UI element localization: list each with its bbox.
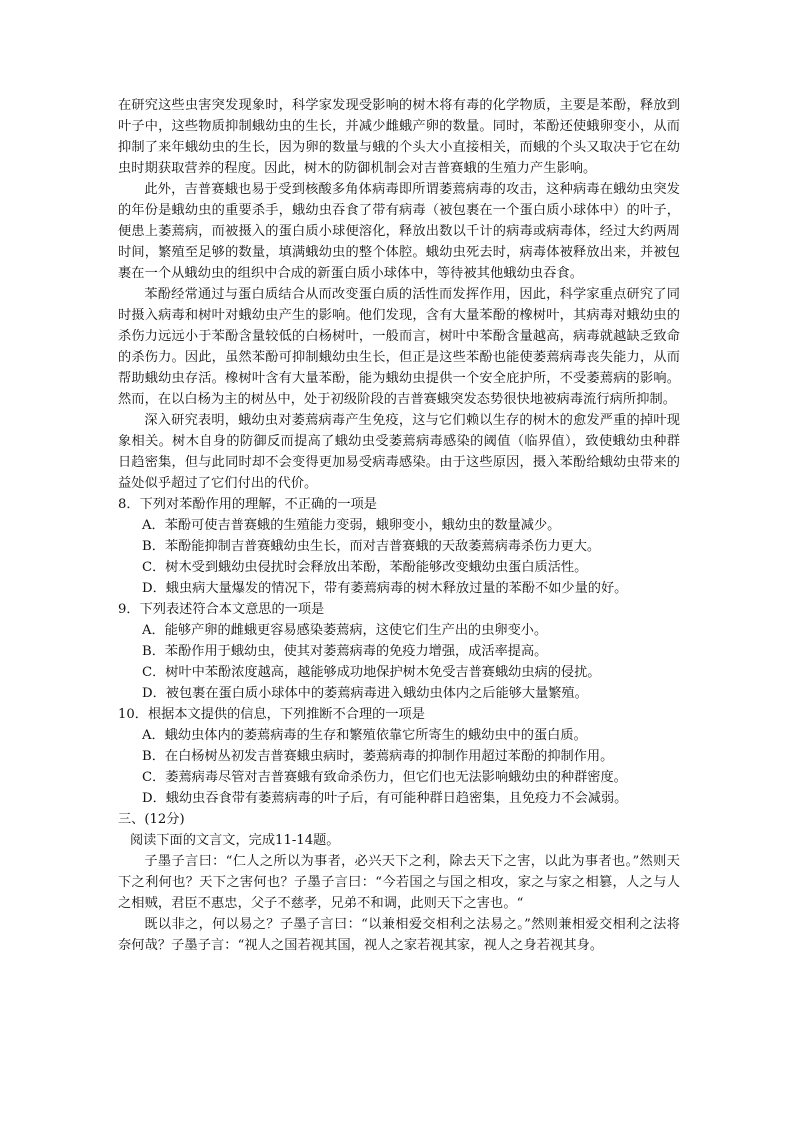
option-c: C．萎蔫病毒尽管对吉普赛蛾有致命杀伤力，但它们也无法影响蛾幼虫的种群密度。 bbox=[142, 770, 627, 785]
passage-paragraph-1: 在研究这些虫害突发现象时，科学家发现受影响的树木将有毒的化学物质，主要是苯酚，释放到叶子中，这些物质抑制蛾幼虫的生长，并减少雌蛾产卵的数量。同时，苯酚还使蛾卵变小，从而抑制了来年蛾幼虫的生长，因为卵的数量与蛾的个头大小直接相关，而蛾的个头又取决于它在幼虫时期获取营养的程度。因此，树木的防御机制会对吉普赛蛾的生殖力产生影响。 bbox=[118, 98, 680, 176]
option-d: D．被包裹在蛋白质小球体中的萎蔫病毒进入蛾幼虫体内之后能够大量繁殖。 bbox=[142, 686, 588, 701]
option-a: A．苯酚可使吉普赛蛾的生殖能力变弱，蛾卵变小，蛾幼虫的数量减少。 bbox=[142, 518, 561, 533]
question-stem: 10．根据本文提供的信息，下列推断不合理的一项是 bbox=[118, 707, 425, 722]
question-9 bbox=[118, 599, 680, 704]
classical-paragraph-1: 子墨子言曰：“仁人之所以为事者，必兴天下之利，除去天下之害，以此为事者也。”然则天下之利何也？天下之害何也？子墨子言曰：“今若国之与国之相攻，家之与家之相篡，人之与人之相贼，君臣不惠忠，父子不慈孝，兄弟不和调，此则天下之害也。“ bbox=[118, 854, 680, 911]
question-stem: 9．下列表述符合本文意思的一项是 bbox=[118, 602, 325, 617]
section-heading: 三、(12分) bbox=[118, 812, 185, 827]
option-b: B．在白杨树丛初发吉普赛蛾虫病时，萎蔫病毒的抑制作用超过苯酚的抑制作用。 bbox=[142, 749, 614, 764]
passage-paragraph-2: 此外，吉普赛蛾也易于受到核酸多角体病毒即所谓萎蔫病毒的攻击，这种病毒在蛾幼虫突发的年份是蛾幼虫的重要杀手，蛾幼虫吞食了带有病毒（被包裹在一个蛋白质小球体中）的叶子，便患上萎蔫病，而被摄入的蛋白质小球便溶化，释放出数以千计的病毒或病毒体，经过大约两周时间，繁殖至足够的数量，填满蛾幼虫的整个体腔。蛾幼虫死去时，病毒体被释放出来，并被包裹在一个从蛾幼虫的组织中合成的新蛋白质小球体中，等待被其他蛾幼虫吞食。 bbox=[118, 182, 680, 281]
classical-paragraph-2: 既以非之，何以易之？子墨子言曰：“以兼相爱交相利之法易之。”然则兼相爱交相利之法将奈何哉？子墨子言：“视人之国若视其国，视人之家若视其家，视人之身若视其身。 bbox=[118, 917, 680, 953]
option-c: C．树叶中苯酚浓度越高，越能够成功地保护树木免受吉普赛蛾幼虫病的侵扰。 bbox=[142, 665, 601, 680]
passage-paragraph-3: 苯酚经常通过与蛋白质结合从而改变蛋白质的活性而发挥作用，因此，科学家重点研究了同时摄入病毒和树叶对蛾幼虫产生的影响。他们发现，含有大量苯酚的橡树叶，其病毒对蛾幼虫的杀伤力远远小于苯酚含量较低的白杨树叶，一般而言，树叶中苯酚含量越高，病毒就越缺乏致命的杀伤力。因此，虽然苯酚可抑制蛾幼虫生长，但正是这些苯酚也能使萎蔫病毒丧失能力，从而帮助蛾幼虫存活。橡树叶含有大量苯酚，能为蛾幼虫提供一个安全庇护所，不受萎蔫病的影响。然而，在以白杨为主的树丛中，处于初级阶段的吉普赛蛾突发态势很快地被病毒流行病所抑制。 bbox=[118, 287, 680, 407]
option-d: D．蛾幼虫吞食带有萎蔫病毒的叶子后，有可能种群日趋密集，且免疫力不会减弱。 bbox=[142, 791, 628, 806]
option-a: A．蛾幼虫体内的萎蔫病毒的生存和繁殖依靠它所寄生的蛾幼虫中的蛋白质。 bbox=[142, 728, 587, 743]
question-10 bbox=[118, 704, 680, 809]
option-b: B．苯酚能抑制吉普赛蛾幼虫生长，而对吉普赛蛾的天敌萎蔫病毒杀伤力更大。 bbox=[142, 539, 601, 554]
option-a: A．能够产卵的雌蛾更容易感染萎蔫病，这使它们生产出的虫卵变小。 bbox=[142, 623, 548, 638]
question-stem: 8．下列对苯酚作用的理解，不正确的一项是 bbox=[118, 497, 377, 512]
option-b: B．苯酚作用于蛾幼虫，使其对萎蔫病毒的免疫力增强，成活率提高。 bbox=[142, 644, 548, 659]
question-8 bbox=[118, 494, 680, 599]
option-c: C．树木受到蛾幼虫侵扰时会释放出苯酚，苯酚能够改变蛾幼虫蛋白质活性。 bbox=[142, 560, 588, 575]
option-d: D．蛾虫病大量爆发的情况下，带有萎蔫病毒的树木释放过量的苯酚不如少量的好。 bbox=[142, 581, 628, 596]
passage-paragraph-4: 深入研究表明，蛾幼虫对萎蔫病毒产生免疫，这与它们赖以生存的树木的愈发严重的掉叶现象相关。树木自身的防御反而提高了蛾幼虫受萎蔫病毒感染的阈值（临界值），致使蛾幼虫种群日趋密集，但与此同时却不会变得更加易受病毒感染。由于这些原因，摄入苯酚给蛾幼虫带来的益处似乎超过了它们付出的代价。 bbox=[118, 413, 680, 491]
document-page bbox=[118, 95, 680, 956]
section-instruction: 阅读下面的文言文，完成11-14题。 bbox=[130, 833, 340, 848]
